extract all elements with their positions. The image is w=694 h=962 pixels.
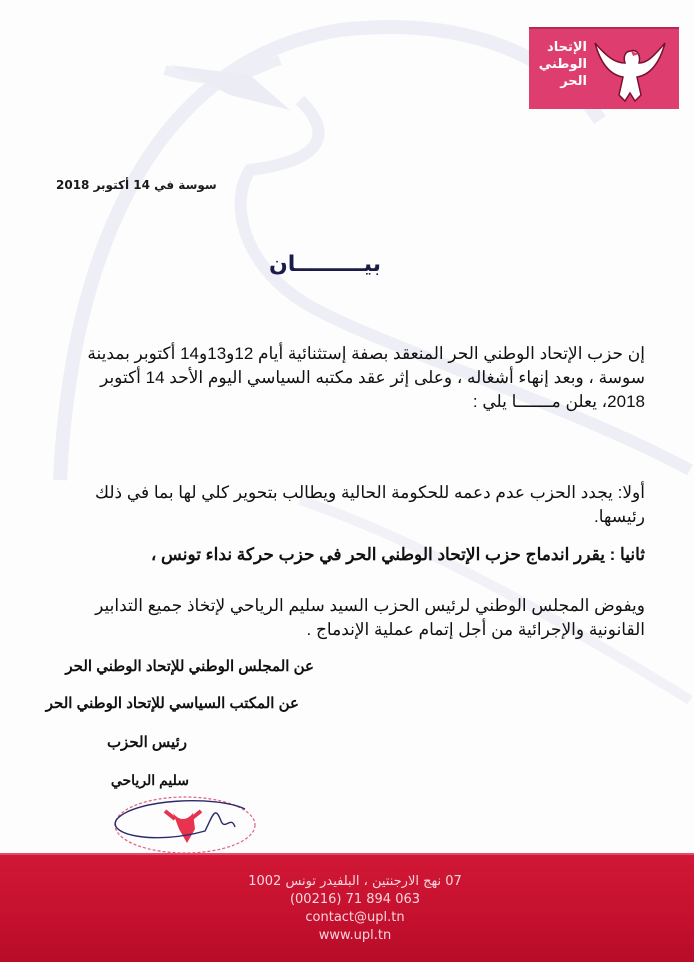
- footer-email[interactable]: contact@upl.tn: [305, 910, 405, 925]
- party-logo: [529, 27, 679, 109]
- document-title: بيـــــــــان: [269, 252, 381, 277]
- logo-line: الوطني: [538, 57, 587, 72]
- eagle-icon: [589, 35, 671, 105]
- footer-address: 07 نهج الارجنتين ، البلفيدر تونس 1002: [248, 874, 462, 889]
- paragraph-intro: إن حزب الإتحاد الوطني الحر المنعقد بصفة إستثنائية أيام 12و13و14 أكتوبر بمدينة سوسة ، وبعد إنهاء أشغاله ، وعلى إثر عقد مكتبه السياسي اليوم الأحد 14 أكتوبر 2018، يعلن مـــــــا يلي :: [87, 344, 645, 411]
- signature-name: سليم الرياحي: [110, 772, 189, 788]
- signature-national-council: عن المجلس الوطني للإتحاد الوطني الحر: [65, 658, 314, 675]
- letterhead-footer: [0, 853, 694, 962]
- footer-phone: (00216) 71 894 063: [289, 892, 421, 907]
- official-stamp: [95, 785, 265, 860]
- logo-line: الحر: [560, 74, 587, 89]
- logo-line: الإتحاد: [547, 40, 587, 55]
- footer-website[interactable]: www.upl.tn: [318, 928, 392, 943]
- signature-political-bureau: عن المكتب السياسي للإتحاد الوطني الحر: [45, 695, 299, 712]
- paragraph-first-point: أولا: يجدد الحزب عدم دعمه للحكومة الحالية ويطالب بتحوير كلي لها بما في ذلك رئيسها.: [95, 483, 645, 526]
- signature-party-president-title: رئيس الحزب: [106, 734, 187, 751]
- document-date: سوسة في 14 أكتوبر 2018: [56, 178, 217, 192]
- logo-text: [537, 39, 587, 90]
- paragraph-mandate: ويفوض المجلس الوطني لرئيس الحزب السيد سليم الرياحي لإتخاذ جميع التدابير القانونية والإجرائية من أجل إتمام عملية الإندماج .: [95, 596, 645, 639]
- paragraph-second-point: ثانيا : يقرر اندماج حزب الإتحاد الوطني الحر في حزب حركة نداء تونس ،: [150, 545, 645, 564]
